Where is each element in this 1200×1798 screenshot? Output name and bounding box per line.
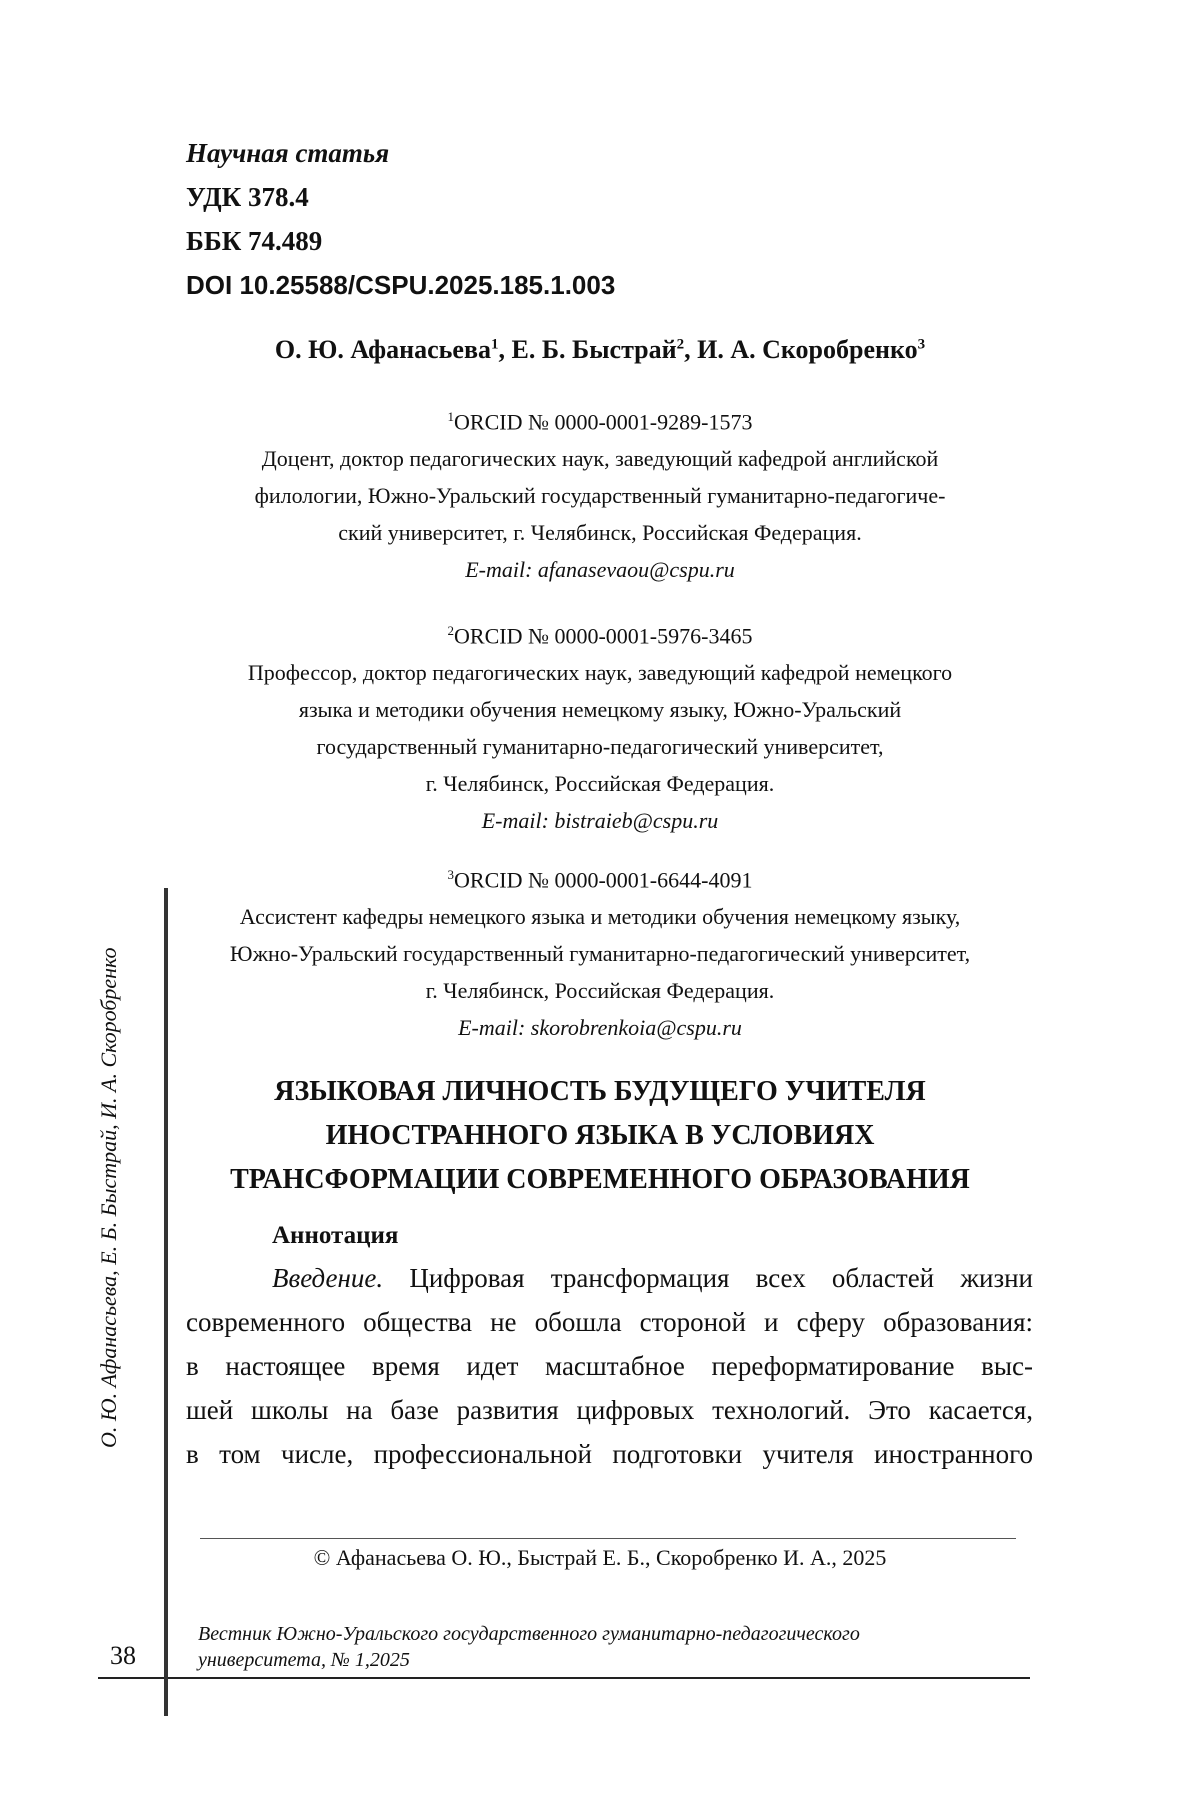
orcid-line: [160, 612, 1040, 654]
annotation-lead: Введение.: [272, 1263, 383, 1293]
affiliation-line: Доцент, доктор педагогических наук, заведующий кафедрой английской: [160, 440, 1040, 477]
orcid-line: [160, 398, 1040, 440]
author-name: О. Ю. Афанасьева: [275, 335, 491, 364]
orcid-sup: 1: [448, 409, 455, 424]
affiliation-line: филологии, Южно-Уральский государственный гуманитарно-педагогиче-: [160, 477, 1040, 514]
author-sup: 2: [677, 336, 685, 352]
affiliation-line: Южно-Уральский государственный гуманитарно-педагогический университет,: [160, 935, 1040, 972]
title-line: ЯЗЫКОВАЯ ЛИЧНОСТЬ БУДУЩЕГО УЧИТЕЛЯ: [160, 1070, 1040, 1114]
orcid-sup: 3: [448, 867, 455, 882]
author-list: [0, 335, 1200, 365]
orcid-line: [160, 856, 1040, 898]
annotation-first-rest: Цифровая трансформация всех областей жизни: [409, 1263, 1033, 1293]
author-email[interactable]: E-mail: afanasevaou@cspu.ru: [160, 551, 1040, 588]
journal-line: университета, № 1,2025: [198, 1647, 1018, 1673]
orcid-id: ORCID № 0000-0001-6644-4091: [454, 867, 752, 892]
article-type: Научная статья: [186, 138, 389, 168]
affiliation-line: государственный гуманитарно-педагогический университет,: [160, 728, 1040, 765]
title-line: ТРАНСФОРМАЦИИ СОВРЕМЕННОГО ОБРАЗОВАНИЯ: [160, 1158, 1040, 1202]
author-name: И. А. Скоробренко: [697, 335, 918, 364]
affiliation-line: г. Челябинск, Российская Федерация.: [160, 765, 1040, 802]
copyright-notice: © Афанасьева О. Ю., Быстрай Е. Б., Скоробренко И. А., 2025: [160, 1545, 1040, 1571]
journal-name: [198, 1621, 1018, 1673]
author-separator: ,: [499, 335, 512, 364]
doi-link[interactable]: DOI 10.25588/CSPU.2025.185.1.003: [186, 270, 615, 300]
author-sup: 3: [918, 336, 926, 352]
orcid-id: ORCID № 0000-0001-9289-1573: [454, 409, 752, 434]
footer-divider: [98, 1677, 1030, 1679]
side-running-header: [96, 915, 132, 1480]
author-name: Е. Б. Быстрай: [512, 335, 677, 364]
author-separator: ,: [684, 335, 697, 364]
affiliation-line: языка и методики обучения немецкому языку, Южно-Уральский: [160, 691, 1040, 728]
affiliation-block: [160, 398, 1040, 588]
annotation-line: шей школы на базе развития цифровых технологий. Это касается,: [186, 1388, 1033, 1432]
margin-rule: [164, 888, 168, 1716]
side-authors: О. Ю. Афанасьева, Е. Б. Быстрай, И. А. Скоробренко: [96, 915, 132, 1480]
affiliation-line: г. Челябинск, Российская Федерация.: [160, 972, 1040, 1009]
footnote-divider: [200, 1538, 1016, 1539]
author-email[interactable]: E-mail: bistraieb@cspu.ru: [160, 802, 1040, 839]
affiliation-line: Ассистент кафедры немецкого языка и методики обучения немецкому языку,: [160, 898, 1040, 935]
title-line: ИНОСТРАННОГО ЯЗЫКА В УСЛОВИЯХ: [160, 1114, 1040, 1158]
udk-code: УДК 378.4: [186, 182, 309, 212]
author-email[interactable]: E-mail: skorobrenkoia@cspu.ru: [160, 1009, 1040, 1046]
annotation-heading: Аннотация: [272, 1222, 398, 1250]
affiliation-block: [160, 612, 1040, 839]
annotation-line: [186, 1256, 1033, 1300]
orcid-id: ORCID № 0000-0001-5976-3465: [454, 623, 752, 648]
page-number: 38: [110, 1641, 136, 1671]
affiliation-block: [160, 856, 1040, 1046]
annotation-line: современного общества не обошла стороной и сферу образования:: [186, 1300, 1033, 1344]
journal-line: Вестник Южно-Уральского государственного гуманитарно-педагогического: [198, 1621, 1018, 1647]
annotation-body: [186, 1256, 1033, 1476]
author-sup: 1: [491, 336, 499, 352]
annotation-line: в настоящее время идет масштабное переформатирование выс-: [186, 1344, 1033, 1388]
article-title: [160, 1070, 1040, 1202]
orcid-sup: 2: [448, 623, 455, 638]
affiliation-line: ский университет, г. Челябинск, Российская Федерация.: [160, 514, 1040, 551]
bbk-code: ББК 74.489: [186, 226, 322, 256]
affiliation-line: Профессор, доктор педагогических наук, заведующий кафедрой немецкого: [160, 654, 1040, 691]
annotation-line: в том числе, профессиональной подготовки учителя иностранного: [186, 1432, 1033, 1476]
